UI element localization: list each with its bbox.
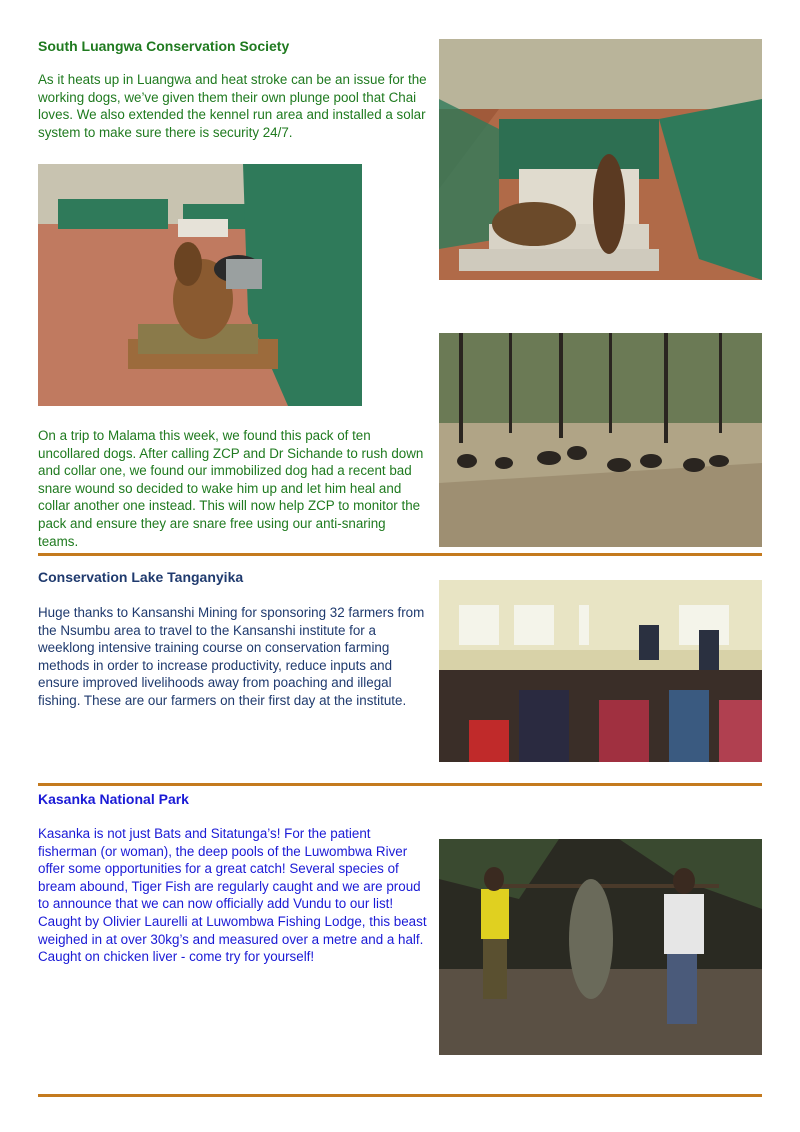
section-heading-south-luangwa: South Luangwa Conservation Society [38,38,290,54]
section-heading-kasanka: Kasanka National Park [38,791,189,807]
section-divider-3 [38,1094,762,1097]
south-luangwa-paragraph-1: As it heats up in Luangwa and heat stroke can be an issue for the working dogs, we’ve given them their own plunge pool that Chai loves. We also extended the kennel run area and installed a solar system to make sure there is security 24/7. [38,72,427,140]
dog-on-bed-kennel-photo [38,164,362,406]
dogs-plunge-pool-photo [439,39,762,280]
south-luangwa-paragraph-2: On a trip to Malama this week, we found this pack of ten uncollared dogs. After calling ZCP and Dr Sichande to rush down and collar one, we found our immobilized dog had a recent bad snare wound so decided to wake him up and let him heal and collar another one instead. This will now help ZCP to monitor the pack and ensure they are snare free using our anti-snaring teams. [38,428,424,549]
kasanka-paragraph: Kasanka is not just Bats and Sitatunga’s! For the patient fisherman (or woman), the deep pools of the Luwombwa River offer some opportunities for a great catch! Several species of bream abound, Tiger Fish are regularly caught and we are proud to announce that we can now officially add Vundu to our list! Caught by Olivier Laurelli at Luwombwa Fishing Lodge, this beast weighed in at over 30kg’s and measured over a metre and a half. Caught on chicken liver - come try for yourself! [38,826,427,965]
section-divider-1 [38,553,762,556]
wild-dog-pack-photo [439,333,762,547]
vundu-fish-catch-photo [439,839,762,1055]
farmers-classroom-photo [439,580,762,762]
lake-tanganyika-paragraph: Huge thanks to Kansanshi Mining for sponsoring 32 farmers from the Nsumbu area to travel to the Kansanshi institute for a weeklong intensive training course on conservation farming methods in order to increase productivity, reduce inputs and ensure improved livelihoods away from poaching and illegal fishing. These are our farmers on their first day at the institute. [38,605,425,708]
section-heading-lake-tanganyika: Conservation Lake Tanganyika [38,569,244,585]
section-divider-2 [38,783,762,786]
